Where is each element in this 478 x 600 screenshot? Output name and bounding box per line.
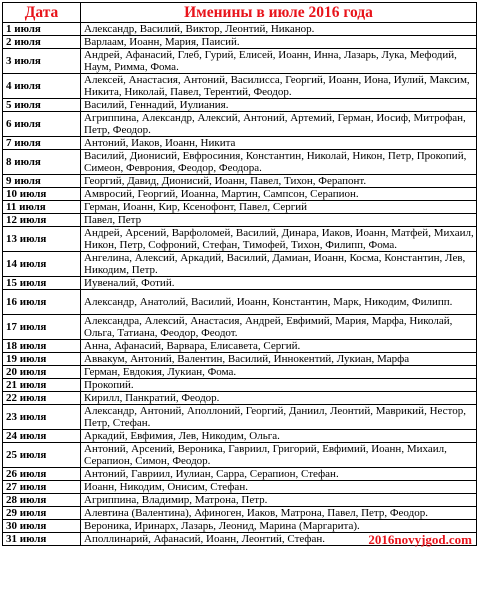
names-cell: Аввакум, Антоний, Валентин, Василий, Иннокентий, Лукиан, Марфа [81, 353, 477, 366]
date-cell: 11 июля [3, 201, 81, 214]
date-cell: 7 июля [3, 137, 81, 150]
table-row [3, 214, 477, 227]
table-row [3, 468, 477, 481]
names-cell: Ангелина, Алексий, Аркадий, Василий, Дамиан, Иоанн, Косма, Константин, Лев, Никодим, Петр. [81, 252, 477, 277]
date-cell: 3 июля [3, 49, 81, 74]
table-row [3, 507, 477, 520]
date-cell: 25 июля [3, 443, 81, 468]
table-row [3, 201, 477, 214]
table-row [3, 175, 477, 188]
names-cell: Александр, Василий, Виктор, Леонтий, Никанор. [81, 23, 477, 36]
date-cell: 31 июля [3, 533, 81, 546]
names-cell: Павел, Петр [81, 214, 477, 227]
names-cell: Антоний, Иаков, Иоанн, Никита [81, 137, 477, 150]
table-row [3, 340, 477, 353]
date-cell: 26 июля [3, 468, 81, 481]
names-cell: Алексей, Анастасия, Антоний, Василисса, Георгий, Иоанн, Иона, Иулий, Максим, Никита, Николай, Павел, Терентий, Феодор. [81, 74, 477, 99]
names-cell: Александра, Алексий, Анастасия, Андрей, Евфимий, Мария, Марфа, Николай, Ольга, Татиана, Феодор, Феодот. [81, 315, 477, 340]
table-row [3, 405, 477, 430]
table-row [3, 392, 477, 405]
names-cell: Кирилл, Панкратий, Феодор. [81, 392, 477, 405]
date-cell: 15 июля [3, 277, 81, 290]
table-row [3, 36, 477, 49]
names-cell: Андрей, Афанасий, Глеб, Гурий, Елисей, Иоанн, Инна, Лазарь, Лука, Мефодий, Наум, Римма, Фома. [81, 49, 477, 74]
names-cell: Анна, Афанасий, Варвара, Елисавета, Сергий. [81, 340, 477, 353]
date-cell: 4 июля [3, 74, 81, 99]
date-column-header: Дата [3, 3, 81, 23]
names-cell: Василий, Геннадий, Иулиания. [81, 99, 477, 112]
table-row [3, 481, 477, 494]
date-cell: 9 июля [3, 175, 81, 188]
names-cell: Вероника, Иринарх, Лазарь, Леонид, Марина (Маргарита). [81, 520, 477, 533]
nameday-table [2, 2, 477, 546]
names-cell: Аркадий, Евфимия, Лев, Никодим, Ольга. [81, 430, 477, 443]
names-text: Аполлинарий, Афанасий, Иоанн, Леонтий, Стефан. [84, 532, 326, 545]
names-cell: Александр, Антоний, Аполлоний, Георгий, Даниил, Леонтий, Маврикий, Нестор, Петр, Стефан. [81, 405, 477, 430]
table-row [3, 252, 477, 277]
table-row [3, 49, 477, 74]
date-cell: 27 июля [3, 481, 81, 494]
names-cell: Антоний, Арсений, Вероника, Гавриил, Григорий, Евфимий, Иоанн, Михаил, Серапион, Симон, Феодор. [81, 443, 477, 468]
date-cell: 20 июля [3, 366, 81, 379]
date-cell: 30 июля [3, 520, 81, 533]
names-cell: Антоний, Гавриил, Иулиан, Сарра, Серапион, Стефан. [81, 468, 477, 481]
names-cell: Амвросий, Георгий, Иоанна, Мартин, Сампсон, Серапион. [81, 188, 477, 201]
table-row [3, 290, 477, 315]
date-cell: 2 июля [3, 36, 81, 49]
table-row [3, 150, 477, 175]
table-row [3, 353, 477, 366]
names-cell: Варлаам, Иоанн, Мария, Паисий. [81, 36, 477, 49]
table-row [3, 315, 477, 340]
names-cell: Иоанн, Никодим, Онисим, Стефан. [81, 481, 477, 494]
table-row [3, 99, 477, 112]
names-cell: Георгий, Давид, Дионисий, Иоанн, Павел, Тихон, Ферапонт. [81, 175, 477, 188]
date-cell: 23 июля [3, 405, 81, 430]
names-cell: Иувеналий, Фотий. [81, 277, 477, 290]
table-row [3, 277, 477, 290]
names-cell: Андрей, Арсений, Варфоломей, Василий, Динара, Иаков, Иоанн, Матфей, Михаил, Никон, Петр, Софроний, Стефан, Тимофей, Тихон, Филипп, Фома. [81, 227, 477, 252]
names-cell: Агриппина, Владимир, Матрона, Петр. [81, 494, 477, 507]
date-cell: 1 июля [3, 23, 81, 36]
names-cell: Александр, Анатолий, Василий, Иоанн, Константин, Марк, Никодим, Филипп. [81, 290, 477, 315]
table-row [3, 112, 477, 137]
names-cell: Герман, Иоанн, Кир, Ксенофонт, Павел, Сергий [81, 201, 477, 214]
table-row [3, 533, 477, 546]
date-cell: 6 июля [3, 112, 81, 137]
names-cell: Василий, Дионисий, Евфросиния, Константин, Николай, Никон, Петр, Прокопий, Симеон, Феврония, Феодор, Феодора. [81, 150, 477, 175]
date-cell: 5 июля [3, 99, 81, 112]
table-row [3, 188, 477, 201]
date-cell: 17 июля [3, 315, 81, 340]
date-cell: 28 июля [3, 494, 81, 507]
names-cell: Герман, Евдокия, Лукиан, Фома. [81, 366, 477, 379]
date-cell: 29 июля [3, 507, 81, 520]
date-cell: 13 июля [3, 227, 81, 252]
date-cell: 24 июля [3, 430, 81, 443]
table-row [3, 23, 477, 36]
names-cell: Прокопий. [81, 379, 477, 392]
table-header-row [3, 3, 477, 23]
names-cell: Алевтина (Валентина), Афиноген, Иаков, Матрона, Павел, Петр, Феодор. [81, 507, 477, 520]
table-row [3, 379, 477, 392]
names-cell [81, 533, 477, 546]
date-cell: 16 июля [3, 290, 81, 315]
date-cell: 18 июля [3, 340, 81, 353]
table-title: Именины в июле 2016 года [81, 3, 477, 23]
table-row [3, 74, 477, 99]
site-watermark: 2016novyjgod.com [368, 532, 472, 547]
table-row [3, 366, 477, 379]
table-row [3, 430, 477, 443]
date-cell: 8 июля [3, 150, 81, 175]
table-row [3, 494, 477, 507]
date-cell: 22 июля [3, 392, 81, 405]
date-cell: 21 июля [3, 379, 81, 392]
date-cell: 14 июля [3, 252, 81, 277]
names-cell: Агриппина, Александр, Алексий, Антоний, Артемий, Герман, Иосиф, Митрофан, Петр, Феодор. [81, 112, 477, 137]
table-row [3, 137, 477, 150]
table-row [3, 227, 477, 252]
table-row [3, 443, 477, 468]
date-cell: 10 июля [3, 188, 81, 201]
date-cell: 12 июля [3, 214, 81, 227]
table-row [3, 520, 477, 533]
date-cell: 19 июля [3, 353, 81, 366]
